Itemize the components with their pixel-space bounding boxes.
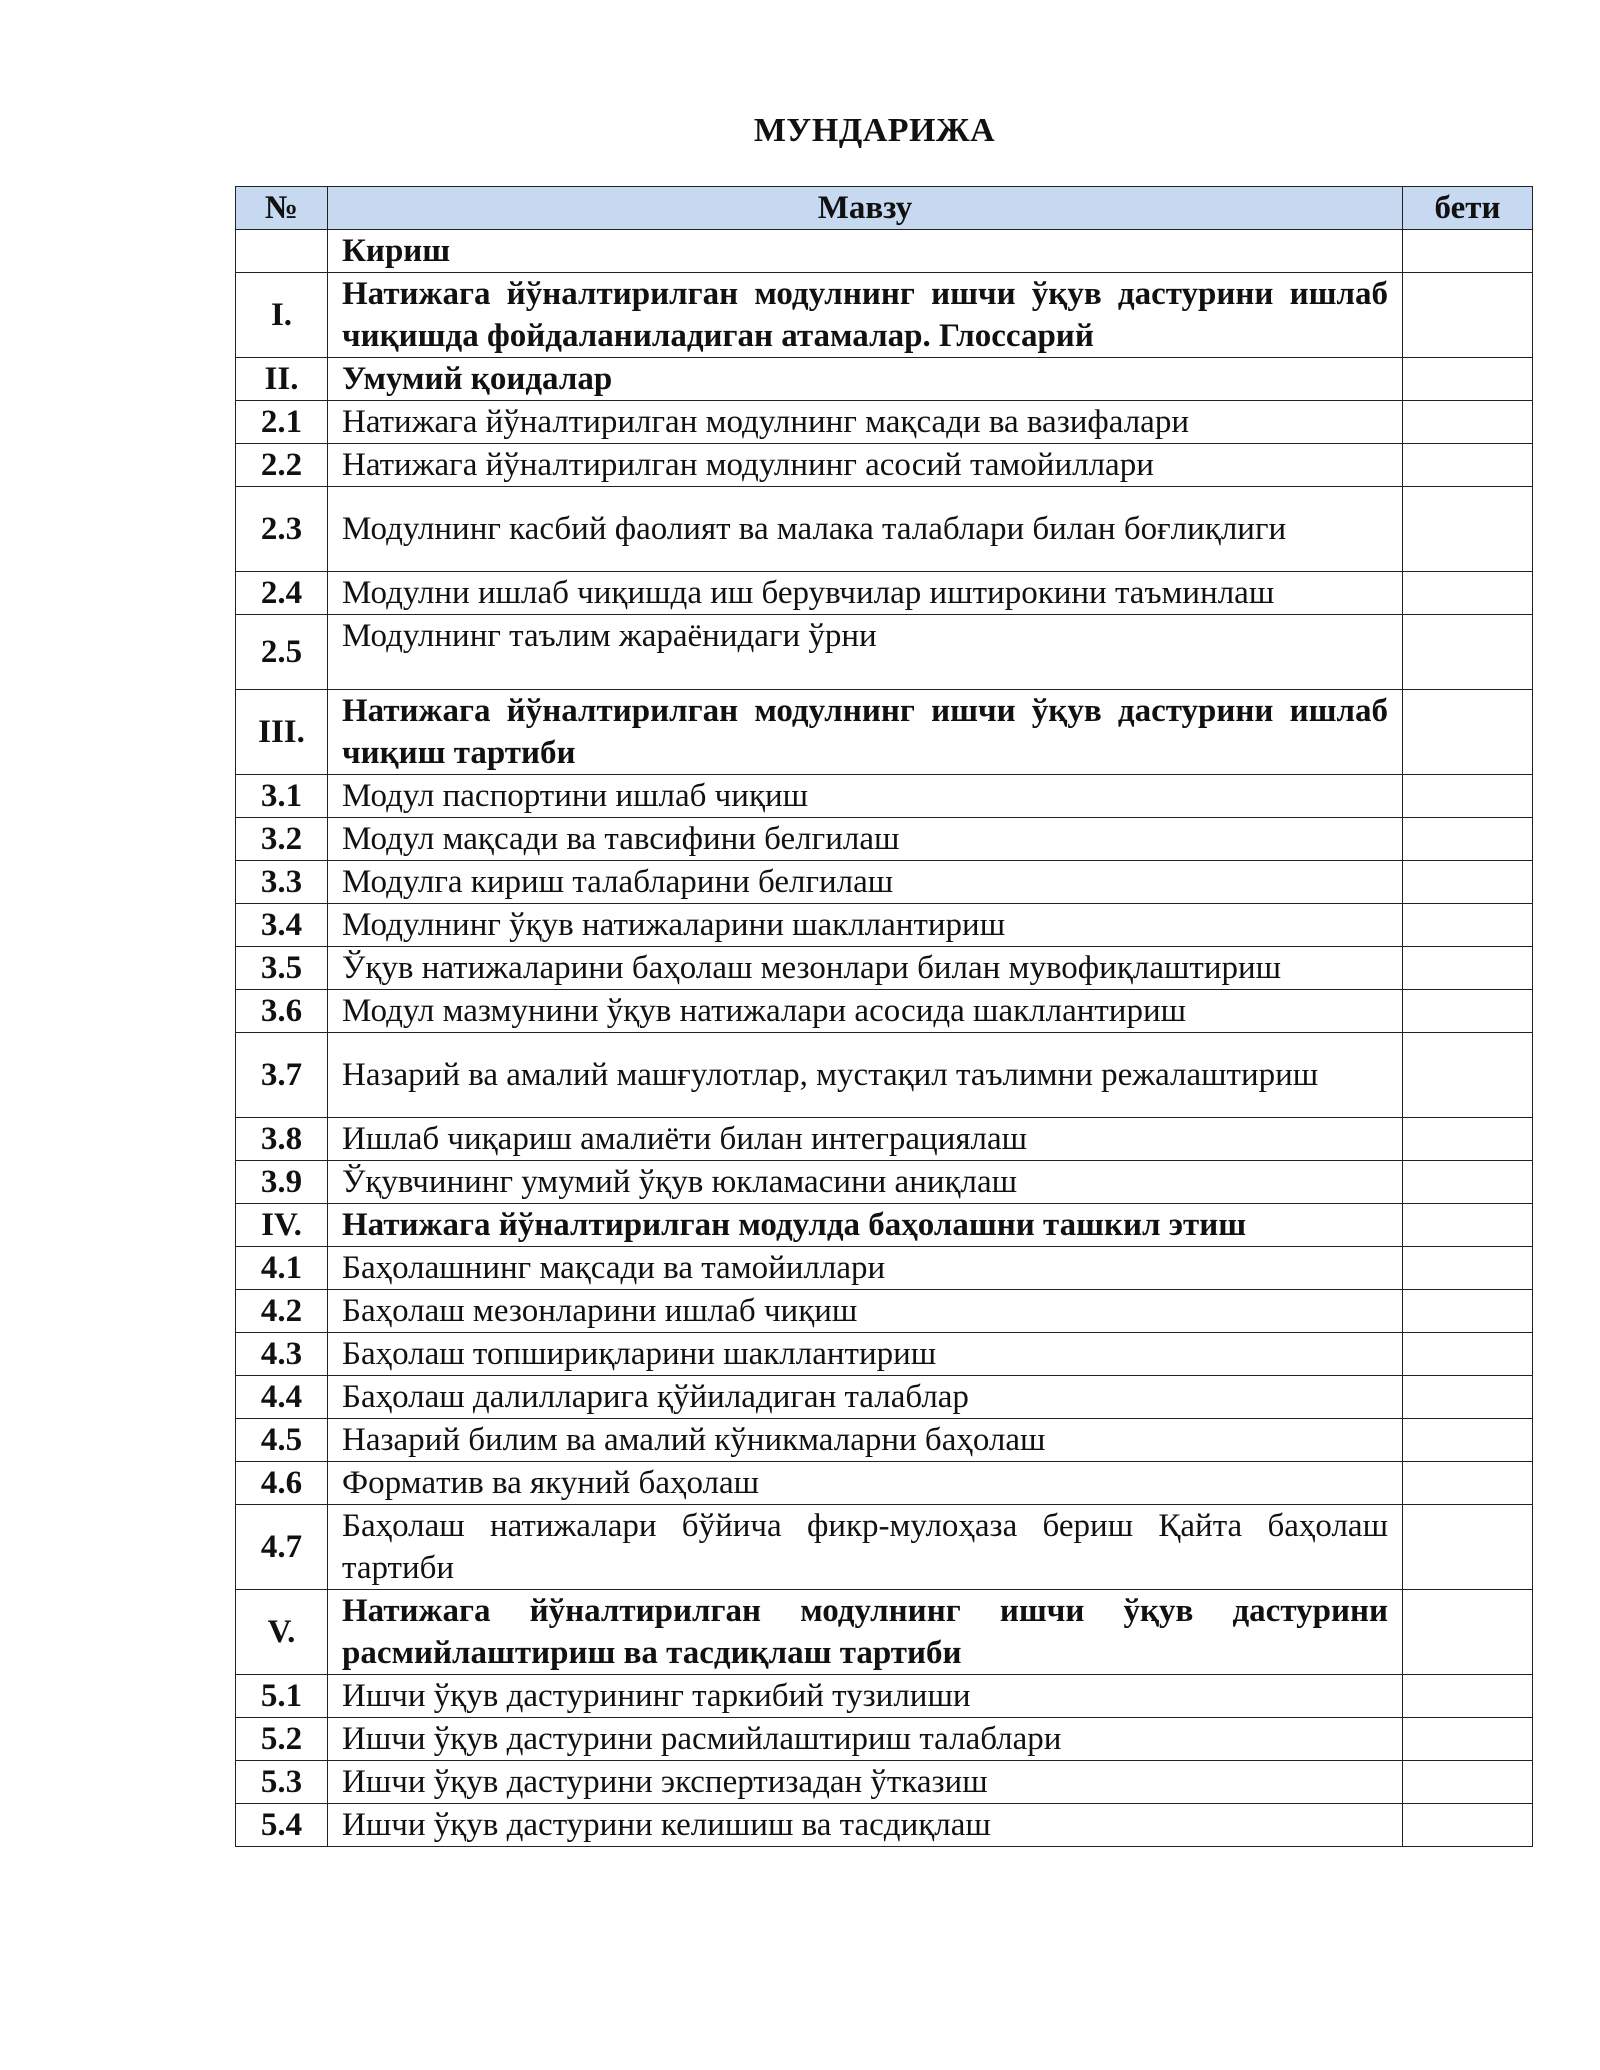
row-page [1403, 1804, 1533, 1847]
row-page [1403, 690, 1533, 775]
row-number: 3.2 [236, 818, 328, 861]
row-number: 4.1 [236, 1247, 328, 1290]
row-number: 4.4 [236, 1376, 328, 1419]
row-topic: Натижага йўналтирилган модулнинг асосий тамойиллари [328, 444, 1403, 487]
row-topic: Ишчи ўқув дастурини келишиш ва тасдиқлаш [328, 1804, 1403, 1847]
row-topic: Ишлаб чиқариш амалиёти билан интеграциялаш [328, 1118, 1403, 1161]
row-number: 3.1 [236, 775, 328, 818]
table-row [236, 358, 1533, 401]
row-topic: Ўқувчининг умумий ўқув юкламасини аниқлаш [328, 1161, 1403, 1204]
row-page [1403, 1718, 1533, 1761]
row-topic: Назарий билим ва амалий кўникмаларни баҳолаш [328, 1419, 1403, 1462]
table-row [236, 1505, 1533, 1590]
row-page [1403, 1761, 1533, 1804]
row-number: II. [236, 358, 328, 401]
row-topic: Ишчи ўқув дастурини расмийлаштириш талаблари [328, 1718, 1403, 1761]
row-page [1403, 1118, 1533, 1161]
row-topic: Ўқув натижаларини баҳолаш мезонлари билан мувофиқлаштириш [328, 947, 1403, 990]
row-page [1403, 444, 1533, 487]
row-page [1403, 1033, 1533, 1118]
row-number: 5.4 [236, 1804, 328, 1847]
row-page [1403, 1290, 1533, 1333]
row-page [1403, 1161, 1533, 1204]
row-number: 2.2 [236, 444, 328, 487]
row-number: 3.5 [236, 947, 328, 990]
row-page [1403, 775, 1533, 818]
row-topic: Модулни ишлаб чиқишда иш берувчилар иштирокини таъминлаш [328, 572, 1403, 615]
row-topic: Баҳолаш топшириқларини шакллантириш [328, 1333, 1403, 1376]
table-row [236, 1675, 1533, 1718]
row-topic: Модулга кириш талабларини белгилаш [328, 861, 1403, 904]
row-page [1403, 1675, 1533, 1718]
row-number: III. [236, 690, 328, 775]
page-title: МУНДАРИЖА [753, 112, 996, 149]
row-topic: Натижага йўналтирилган модулнинг ишчи ўқув дастурини ишлаб чиқишда фойдаланиладиган атамалар. Глоссарий [328, 273, 1403, 358]
table-row [236, 1033, 1533, 1118]
row-page [1403, 904, 1533, 947]
row-topic: Умумий қоидалар [328, 358, 1403, 401]
row-page [1403, 273, 1533, 358]
row-page [1403, 1419, 1533, 1462]
row-topic: Ишчи ўқув дастурининг таркибий тузилиши [328, 1675, 1403, 1718]
table-row [236, 1804, 1533, 1847]
row-number [236, 230, 328, 273]
row-topic: Модулнинг таълим жараёнидаги ўрни [328, 615, 1403, 690]
table-row [236, 1204, 1533, 1247]
row-page [1403, 947, 1533, 990]
row-page [1403, 487, 1533, 572]
row-number: 3.9 [236, 1161, 328, 1204]
table-row [236, 990, 1533, 1033]
row-number: 5.1 [236, 1675, 328, 1718]
table-row [236, 1333, 1533, 1376]
table-row [236, 615, 1533, 690]
row-page [1403, 358, 1533, 401]
table-row [236, 572, 1533, 615]
row-topic: Натижага йўналтирилган модулда баҳолашни ташкил этиш [328, 1204, 1403, 1247]
table-row [236, 1761, 1533, 1804]
row-page [1403, 572, 1533, 615]
table-row [236, 444, 1533, 487]
header-number: № [236, 187, 328, 230]
row-topic: Баҳолаш мезонларини ишлаб чиқиш [328, 1290, 1403, 1333]
row-number: 4.5 [236, 1419, 328, 1462]
table-row [236, 1419, 1533, 1462]
row-number: I. [236, 273, 328, 358]
row-number: 5.2 [236, 1718, 328, 1761]
row-topic: Модулнинг касбий фаолият ва малака талаблари билан боғлиқлиги [328, 487, 1403, 572]
table-header-row [236, 187, 1533, 230]
row-page [1403, 861, 1533, 904]
table-row [236, 401, 1533, 444]
contents-table [235, 186, 1533, 1847]
table-row [236, 861, 1533, 904]
row-number: 4.6 [236, 1462, 328, 1505]
table-row [236, 775, 1533, 818]
row-number: 4.2 [236, 1290, 328, 1333]
table-row [236, 1376, 1533, 1419]
table-row [236, 1718, 1533, 1761]
table-row [236, 904, 1533, 947]
row-topic: Модул мазмунини ўқув натижалари асосида шакллантириш [328, 990, 1403, 1033]
row-number: 2.5 [236, 615, 328, 690]
row-page [1403, 1333, 1533, 1376]
row-number: 2.1 [236, 401, 328, 444]
row-number: 3.8 [236, 1118, 328, 1161]
table-row [236, 1590, 1533, 1675]
row-topic: Натижага йўналтирилган модулнинг мақсади ва вазифалари [328, 401, 1403, 444]
row-topic: Натижага йўналтирилган модулнинг ишчи ўқув дастурини ишлаб чиқиш тартиби [328, 690, 1403, 775]
row-number: 5.3 [236, 1761, 328, 1804]
row-page [1403, 230, 1533, 273]
table-row [236, 1161, 1533, 1204]
row-page [1403, 1204, 1533, 1247]
row-page [1403, 818, 1533, 861]
header-topic: Мавзу [328, 187, 1403, 230]
table-row [236, 273, 1533, 358]
row-topic: Баҳолаш далилларига қўйиладиган талаблар [328, 1376, 1403, 1419]
row-topic: Модул паспортини ишлаб чиқиш [328, 775, 1403, 818]
row-topic: Назарий ва амалий машғулотлар, мустақил таълимни режалаштириш [328, 1033, 1403, 1118]
row-number: V. [236, 1590, 328, 1675]
row-topic: Модул мақсади ва тавсифини белгилаш [328, 818, 1403, 861]
row-number: 4.7 [236, 1505, 328, 1590]
row-number: 2.4 [236, 572, 328, 615]
row-number: IV. [236, 1204, 328, 1247]
table-row [236, 1462, 1533, 1505]
row-number: 4.3 [236, 1333, 328, 1376]
row-page [1403, 1590, 1533, 1675]
row-topic: Кириш [328, 230, 1403, 273]
row-number: 2.3 [236, 487, 328, 572]
row-number: 3.6 [236, 990, 328, 1033]
row-page [1403, 615, 1533, 690]
table-row [236, 947, 1533, 990]
row-topic: Натижага йўналтирилган модулнинг ишчи ўқув дастурини расмийлаштириш ва тасдиқлаш тартиби [328, 1590, 1403, 1675]
row-page [1403, 1247, 1533, 1290]
row-page [1403, 1505, 1533, 1590]
table-row [236, 818, 1533, 861]
table-row [236, 230, 1533, 273]
row-page [1403, 990, 1533, 1033]
row-page [1403, 401, 1533, 444]
row-topic: Баҳолашнинг мақсади ва тамойиллари [328, 1247, 1403, 1290]
row-page [1403, 1376, 1533, 1419]
row-topic: Модулнинг ўқув натижаларини шакллантириш [328, 904, 1403, 947]
row-page [1403, 1462, 1533, 1505]
table-row [236, 1118, 1533, 1161]
table-row [236, 690, 1533, 775]
table-row [236, 1247, 1533, 1290]
row-topic: Формaтив ва якуний баҳолаш [328, 1462, 1403, 1505]
table-row [236, 487, 1533, 572]
row-number: 3.3 [236, 861, 328, 904]
row-number: 3.4 [236, 904, 328, 947]
row-topic: Ишчи ўқув дастурини экспертизадан ўтказиш [328, 1761, 1403, 1804]
row-topic: Баҳолаш натижалари бўйича фикр-мулоҳаза бериш Қайта баҳолаш тартиби [328, 1505, 1403, 1590]
table-row [236, 1290, 1533, 1333]
header-page: бети [1403, 187, 1533, 230]
row-number: 3.7 [236, 1033, 328, 1118]
